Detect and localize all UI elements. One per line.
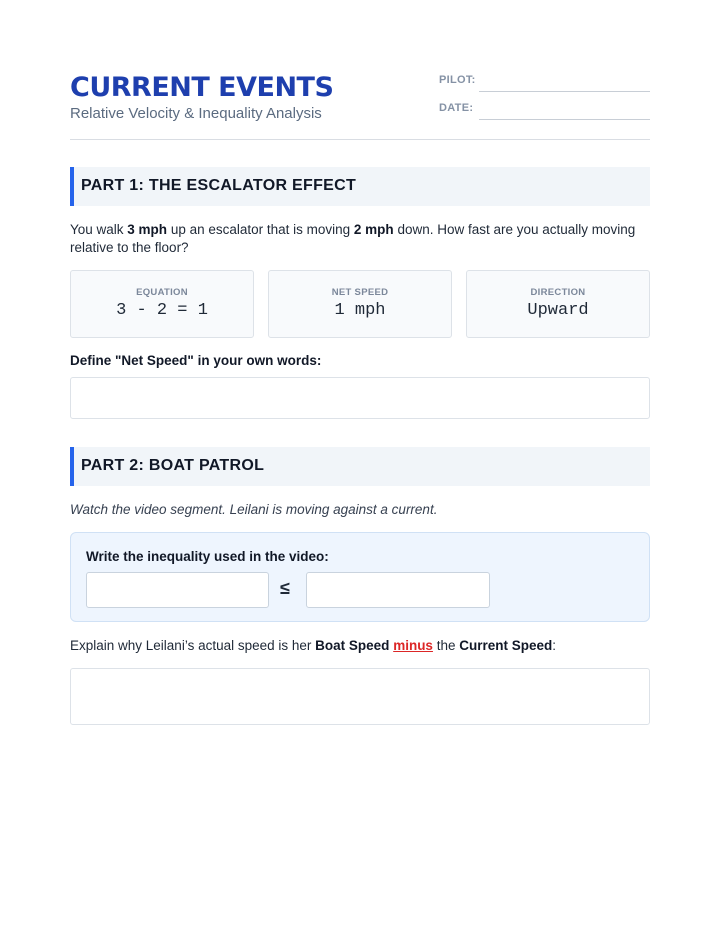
card-value: 1 mph [334, 301, 386, 320]
prompt-text: down. How fast are you actually moving relative to the floor? [70, 222, 636, 255]
part1-heading [70, 167, 650, 206]
net-speed-card [268, 270, 452, 338]
escalator-speed: 2 mph [353, 222, 394, 237]
stat-cards [70, 270, 650, 338]
date-label: DATE: [439, 102, 474, 114]
inequality-left-input[interactable] [86, 572, 269, 608]
explain-answer-box[interactable] [70, 668, 650, 725]
card-label: DIRECTION [530, 287, 586, 298]
explain-prompt [70, 637, 650, 655]
less-equal-symbol: ≤ [280, 578, 290, 598]
part2-heading-text: PART 2: BOAT PATROL [81, 457, 265, 474]
define-label: Define "Net Speed" in your own words: [70, 353, 322, 368]
part2-heading [70, 447, 650, 486]
pilot-line[interactable] [479, 91, 650, 92]
page-subtitle: Relative Velocity & Inequality Analysis [70, 105, 322, 122]
inequality-right-input[interactable] [306, 572, 490, 608]
prompt-text: You walk [70, 222, 128, 237]
prompt-text: the [432, 638, 460, 653]
page-title: CURRENT EVENTS [70, 72, 334, 103]
direction-card [466, 270, 650, 338]
define-answer-box[interactable] [70, 377, 650, 419]
inequality-label: Write the inequality used in the video: [86, 549, 329, 564]
card-value: Upward [527, 301, 589, 320]
date-field[interactable] [439, 98, 650, 120]
date-line[interactable] [479, 119, 650, 120]
inequality-panel [70, 532, 650, 622]
prompt-text: : [552, 638, 557, 653]
pilot-field[interactable] [439, 70, 650, 92]
prompt-text: up an escalator that is moving [167, 222, 354, 237]
part1-prompt [70, 221, 650, 257]
part1-heading-text: PART 1: THE ESCALATOR EFFECT [81, 177, 357, 194]
minus-highlight: minus [393, 638, 433, 653]
walk-speed: 3 mph [127, 222, 168, 237]
card-label: NET SPEED [331, 287, 389, 298]
card-value: 3 - 2 = 1 [116, 301, 208, 320]
boat-speed-term: Boat Speed [315, 638, 390, 653]
card-label: EQUATION [136, 287, 188, 298]
worksheet-header [70, 70, 650, 140]
prompt-text: Explain why Leilani’s actual speed is her [70, 638, 316, 653]
equation-card [70, 270, 254, 338]
current-speed-term: Current Speed [459, 638, 553, 653]
part2-instruction: Watch the video segment. Leilani is moving against a current. [70, 502, 438, 517]
pilot-label: PILOT: [439, 74, 476, 86]
